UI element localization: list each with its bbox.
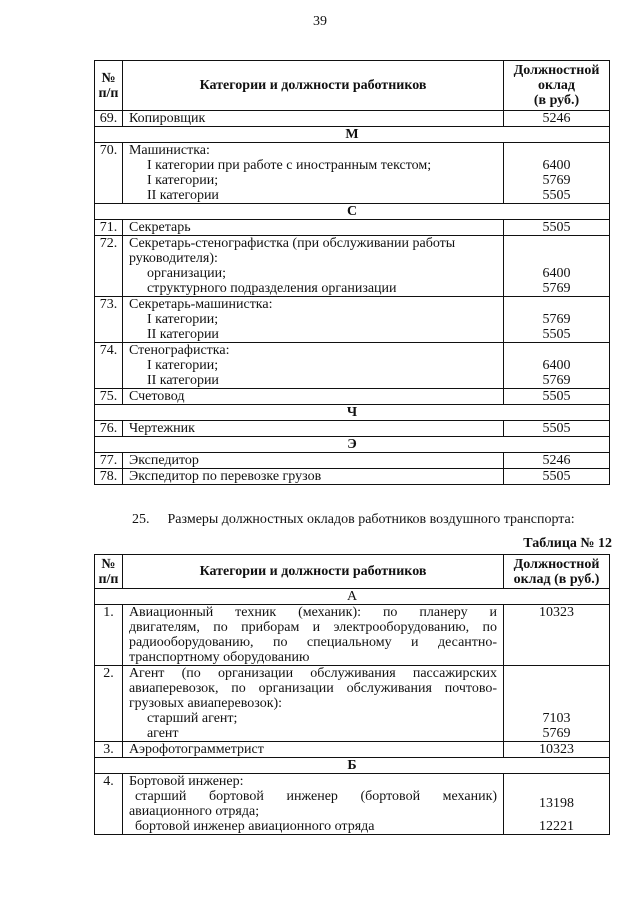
letter-row	[95, 405, 610, 421]
row-num: 72.	[95, 236, 123, 297]
row-num: 3.	[95, 742, 123, 758]
section-letter: С	[95, 204, 610, 220]
row-salary: 5246	[504, 111, 610, 127]
table-row	[95, 220, 610, 236]
header-salary: Должностной оклад (в руб.)	[504, 555, 610, 589]
header-num: № п/п	[95, 61, 123, 111]
row-salary: 5505	[504, 421, 610, 437]
row-salary: 5505	[504, 469, 610, 485]
row-num: 71.	[95, 220, 123, 236]
row-num: 78.	[95, 469, 123, 485]
row-num: 69.	[95, 111, 123, 127]
table-row	[95, 143, 610, 204]
section-caption	[132, 512, 593, 528]
row-salary: 13198 12221	[504, 774, 610, 835]
row-category: Экспедитор по перевозке грузов	[122, 469, 503, 485]
table-row	[95, 774, 610, 835]
row-salary: 6400 5769	[504, 236, 610, 297]
table-row	[95, 666, 610, 742]
table-row	[95, 111, 610, 127]
row-num: 4.	[95, 774, 123, 835]
row-salary: 5505	[504, 389, 610, 405]
table-row	[95, 469, 610, 485]
row-salary: 5505	[504, 220, 610, 236]
table-label: Таблица № 12	[523, 536, 612, 551]
row-category: Стенографистка: I категории; II категории	[122, 343, 503, 389]
table-header-row	[95, 555, 610, 589]
row-category: Секретарь-машинистка: I категории; II категории	[122, 297, 503, 343]
section-letter: Ч	[95, 405, 610, 421]
header-category: Категории и должности работников	[122, 555, 503, 589]
row-num: 2.	[95, 666, 123, 742]
section-number: 25.	[132, 512, 150, 527]
row-category: Аэрофотограмметрист	[122, 742, 503, 758]
section-caption-text: Размеры должностных окладов работников воздушного транспорта:	[167, 512, 575, 527]
row-num: 74.	[95, 343, 123, 389]
row-category: Чертежник	[122, 421, 503, 437]
row-salary: 10323	[504, 742, 610, 758]
row-category: Счетовод	[122, 389, 503, 405]
table-row	[95, 453, 610, 469]
table-row	[95, 605, 610, 666]
row-salary: 6400 5769 5505	[504, 143, 610, 204]
letter-row	[95, 127, 610, 143]
row-num: 1.	[95, 605, 123, 666]
table-row	[95, 421, 610, 437]
row-salary: 5246	[504, 453, 610, 469]
row-category: Машинистка: I категории при работе с иностранным текстом; I категории; II категории	[122, 143, 503, 204]
row-salary: 7103 5769	[504, 666, 610, 742]
section-letter: А	[95, 589, 610, 605]
header-category: Категории и должности работников	[122, 61, 503, 111]
section-letter: М	[95, 127, 610, 143]
row-category: Экспедитор	[122, 453, 503, 469]
row-num: 75.	[95, 389, 123, 405]
row-salary: 5769 5505	[504, 297, 610, 343]
row-num: 70.	[95, 143, 123, 204]
air-transport-salary-table	[94, 554, 610, 835]
letter-row	[95, 589, 610, 605]
row-category: Бортовой инженер: старший бортовой инженер (бортовой механик) авиационного отряда; бортовой инженер авиационного отряда	[122, 774, 503, 835]
row-category: Копировщик	[122, 111, 503, 127]
section-letter: Э	[95, 437, 610, 453]
row-category: Агент (по организации обслуживания пассажирских авиаперевозок, по организации обслуживания почтово- грузовых авиаперевозок): старший агент; агент	[122, 666, 503, 742]
row-num: 77.	[95, 453, 123, 469]
row-salary: 6400 5769	[504, 343, 610, 389]
page-number: 39	[313, 14, 327, 29]
table-row	[95, 297, 610, 343]
row-salary: 10323	[504, 605, 610, 666]
letter-row	[95, 758, 610, 774]
table-header-row	[95, 61, 610, 111]
row-category: Секретарь-стенографистка (при обслуживании работы руководителя): организации; структурного подразделения организации	[122, 236, 503, 297]
letter-row	[95, 204, 610, 220]
row-category: Авиационный техник (механик): по планеру и двигателям, по приборам и электрооборудованию, по радиооборудованию, по специальному и десантно- транспортному оборудованию	[122, 605, 503, 666]
row-category: Секретарь	[122, 220, 503, 236]
row-num: 76.	[95, 421, 123, 437]
table-row	[95, 742, 610, 758]
table-row	[95, 343, 610, 389]
row-num: 73.	[95, 297, 123, 343]
letter-row	[95, 437, 610, 453]
section-letter: Б	[95, 758, 610, 774]
table-row	[95, 389, 610, 405]
salary-table-continued	[94, 60, 610, 485]
header-num: № п/п	[95, 555, 123, 589]
table-row	[95, 236, 610, 297]
header-salary: Должностной оклад (в руб.)	[504, 61, 610, 111]
